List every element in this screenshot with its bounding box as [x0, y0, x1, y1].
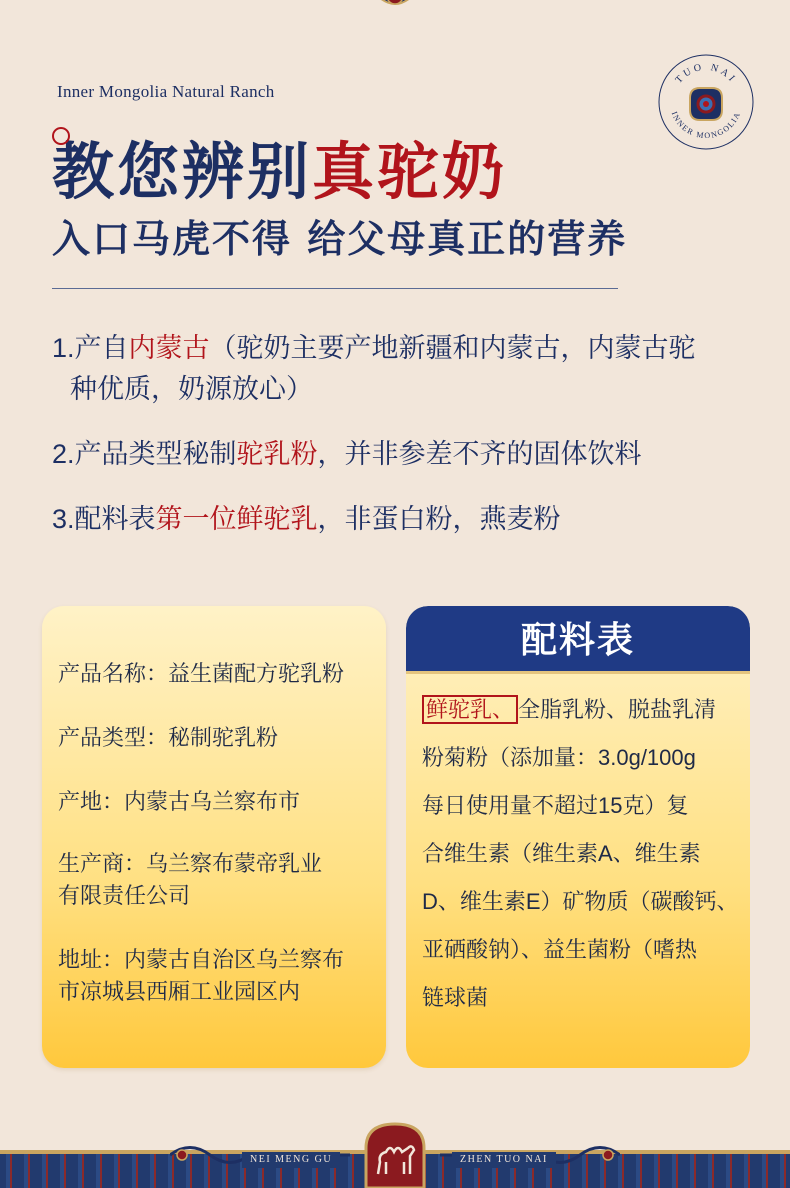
- title-dark-part: 教您辨别: [52, 135, 313, 208]
- highlight-ingredient: 鲜驼乳、: [422, 695, 518, 724]
- divider: [52, 288, 618, 289]
- point-item: 1.产自内蒙古（驼奶主要产地新疆和内蒙古，内蒙古驼 种优质，奶源放心）: [52, 333, 696, 404]
- product-type: 产品类型：秘制驼乳粉: [58, 725, 279, 750]
- selling-points: [52, 328, 742, 564]
- decor-circle-icon: [52, 127, 70, 145]
- product-maker: 生产商：乌兰察布蒙帝乳业 有限责任公司: [58, 851, 323, 908]
- medallion-icon: [656, 52, 756, 152]
- tagline: 入口马虎不得 给父母真正的营养: [52, 217, 628, 261]
- ingredients-card: [406, 606, 750, 1068]
- footer-label-left: NEI MENG GU: [242, 1152, 340, 1168]
- point-item: 2.产品类型秘制驼乳粉，并非参差不齐的固体饮料: [52, 439, 642, 469]
- ingredients-title: 配料表: [406, 606, 750, 674]
- ingredients-list: 鲜驼乳、 全脂乳粉、脱盐乳清 粉菊粉（添加量：3.0g/100g 每日使用量不超过15克）复 合维生素（维生素A、维生素 D、维生素E）矿物质（碳酸钙、 亚硒酸钠）、益生菌粉（嗜热 链球菌: [422, 697, 739, 1010]
- page-title: [52, 122, 507, 211]
- product-origin: 产地：内蒙古乌兰察布市: [58, 789, 301, 814]
- camel-icon: [360, 1118, 430, 1188]
- product-address: 地址：内蒙古自治区乌兰察布 市凉城县西厢工业园区内: [58, 947, 345, 1004]
- footer-label-right: ZHEN TUO NAI: [452, 1152, 556, 1168]
- title-red-part: 真驼奶: [312, 135, 508, 208]
- top-ornament-icon: [365, 0, 425, 18]
- svg-text:INNER MONGOLIA: INNER MONGOLIA: [669, 110, 743, 141]
- product-name: 产品名称：益生菌配方驼乳粉: [58, 661, 345, 686]
- svg-text:TUO NAI: TUO NAI: [673, 61, 739, 86]
- product-info-card: [42, 606, 386, 1068]
- english-subtitle: Inner Mongolia Natural Ranch: [57, 82, 275, 101]
- point-item: 3.配料表第一位鲜驼乳，非蛋白粉，燕麦粉: [52, 504, 561, 534]
